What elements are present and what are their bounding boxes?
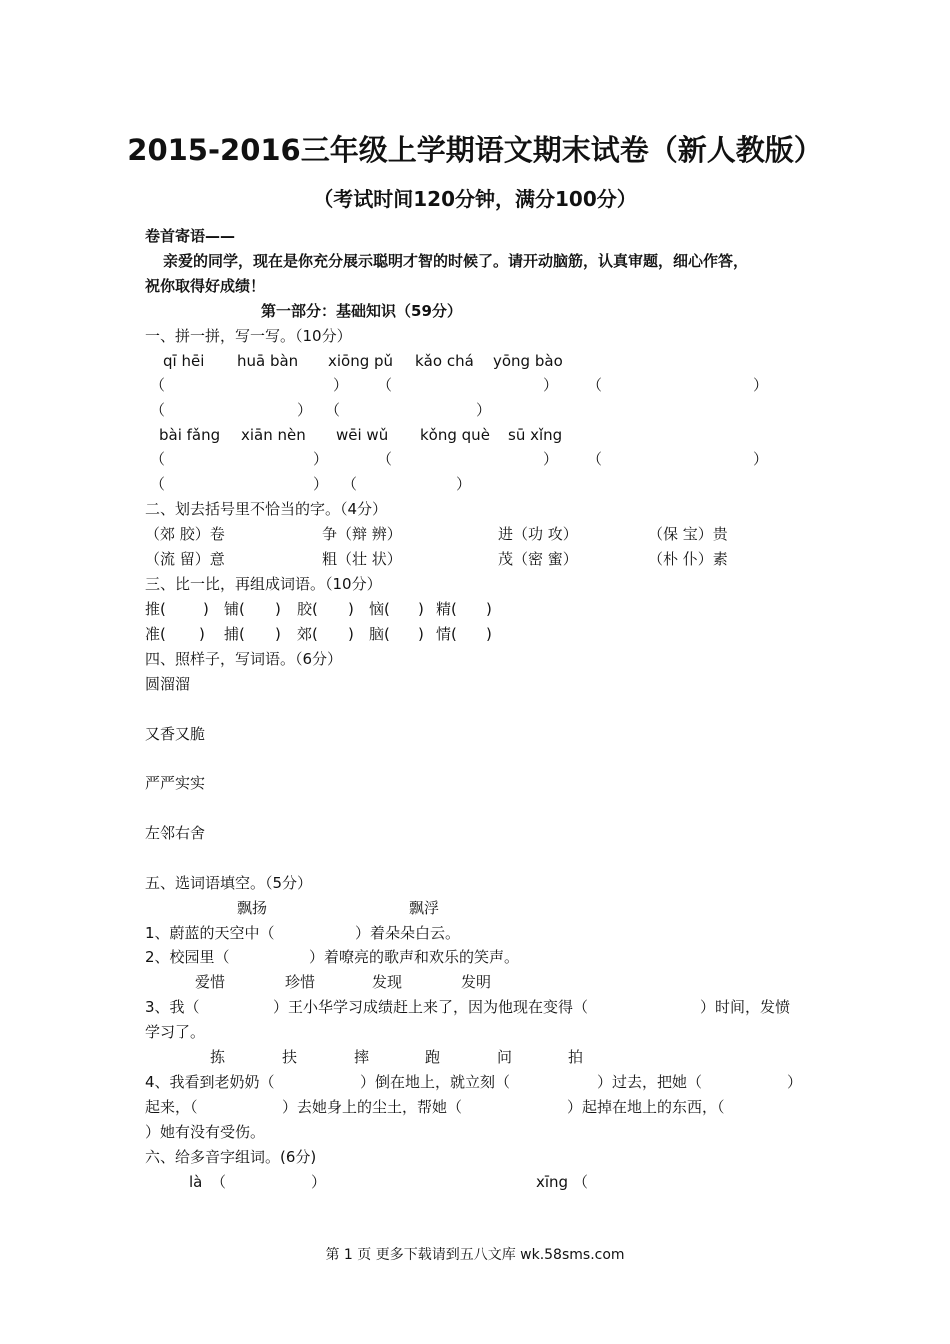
q5-sentence: ）着朵朵白云。 — [355, 924, 461, 942]
q4-example: 圆溜溜 — [145, 675, 191, 693]
word-option: 飘浮 — [409, 899, 440, 917]
answer-blank-open: （ — [150, 376, 166, 394]
answer-blank-close: ） — [476, 401, 492, 419]
pinyin: huā bàn — [237, 352, 299, 370]
q5-sentence: ）起掉在地上的东西，（ — [567, 1098, 725, 1116]
q4-example: 左邻右舍 — [145, 824, 206, 842]
q3-close: ) — [275, 600, 281, 618]
answer-blank-close: ） — [456, 475, 472, 493]
q5-sentence: 起来，（ — [145, 1098, 198, 1116]
q3-close: ) — [486, 600, 492, 618]
q4-heading: 四、照样子，写词语。（6分） — [145, 650, 343, 668]
q2-item: 争（辩 辨） — [322, 525, 402, 543]
word-option: 发明 — [461, 973, 492, 991]
q3-close: ) — [348, 600, 354, 618]
answer-blank-open: （ — [587, 450, 603, 468]
q5-sentence: ）去她身上的尘土，帮她（ — [282, 1098, 463, 1116]
pinyin: xiōng pǔ — [328, 352, 394, 370]
page-footer: 第 1 页 更多下载请到五八文库 wk.58sms.com — [325, 1247, 625, 1263]
q1-heading: 一、拼一拼，写一写。（10分） — [145, 327, 352, 345]
word-option: 拣 — [210, 1048, 226, 1066]
answer-blank-close: ） — [543, 450, 559, 468]
q5-sentence: ）她有没有受伤。 — [145, 1123, 266, 1141]
q5-sentence: 学习了。 — [145, 1023, 206, 1041]
q5-sentence: 2、校园里（ — [145, 948, 230, 966]
q5-sentence: 1、蔚蓝的天空中（ — [145, 924, 275, 942]
q5-sentence: ）倒在地上，就立刻（ — [360, 1073, 511, 1091]
q3-char: 铺( — [224, 600, 245, 618]
answer-blank-close: ） — [311, 1173, 327, 1191]
q3-char: 精( — [436, 600, 457, 618]
pinyin: bài fǎng — [159, 426, 221, 444]
q3-char: 推( — [145, 600, 166, 618]
answer-blank-open: （ — [377, 376, 393, 394]
q3-close: ) — [418, 625, 424, 643]
q3-close: ) — [486, 625, 492, 643]
q2-item: （保 宝）贵 — [648, 525, 728, 543]
pinyin: sū xǐng — [508, 426, 563, 444]
q3-char: 准( — [145, 625, 166, 643]
word-option: 问 — [497, 1048, 513, 1066]
preface-heading: 卷首寄语—— — [145, 227, 236, 245]
q3-char: 脑( — [369, 625, 390, 643]
q3-close: ) — [203, 600, 209, 618]
q5-sentence: 3、我（ — [145, 998, 200, 1016]
q2-heading: 二、划去括号里不恰当的字。（4分） — [145, 500, 388, 518]
answer-blank-close: ） — [333, 376, 349, 394]
page-title: 2015-2016三年级上学期语文期末试卷（新人教版） — [127, 133, 823, 167]
q5-sentence: ）王小华学习成绩赶上来了，因为他现在变得（ — [273, 998, 589, 1016]
q3-char: 胶( — [297, 600, 318, 618]
pinyin: xiān nèn — [241, 426, 306, 444]
q2-item: （流 留）意 — [145, 550, 225, 568]
answer-blank-open: （ — [325, 401, 341, 419]
q3-char: 情( — [436, 625, 457, 643]
q4-example: 又香又脆 — [145, 725, 206, 743]
q5-sentence: 4、我看到老奶奶（ — [145, 1073, 275, 1091]
pinyin: qī hēi — [163, 352, 205, 370]
preface-line: 亲爱的同学，现在是你充分展示聪明才智的时候了。请开动脑筋，认真审题，细心作答， — [163, 252, 749, 270]
word-option: 飘扬 — [237, 899, 268, 917]
answer-blank-close: ） — [313, 450, 329, 468]
q5-sentence: ） — [787, 1073, 803, 1091]
word-option: 扶 — [282, 1048, 298, 1066]
word-option: 跑 — [425, 1048, 441, 1066]
page-subtitle: （考试时间120分钟，满分100分） — [313, 187, 637, 211]
answer-blank-open: （ — [587, 376, 603, 394]
q5-sentence: ）过去，把她（ — [597, 1073, 703, 1091]
answer-blank-open: （ — [150, 475, 166, 493]
answer-blank-close: ） — [297, 401, 313, 419]
word-option: 珍惜 — [285, 973, 316, 991]
q2-item: （郊 胶）卷 — [145, 525, 225, 543]
pinyin: kǎo chá — [415, 352, 474, 370]
q3-close: ) — [275, 625, 281, 643]
q3-close: ) — [348, 625, 354, 643]
q4-example: 严严实实 — [145, 774, 206, 792]
answer-blank-open: （ — [377, 450, 393, 468]
pinyin: wēi wǔ — [336, 426, 389, 444]
q3-close: ) — [199, 625, 205, 643]
q3-char: 郊( — [297, 625, 318, 643]
q5-heading: 五、选词语填空。（5分） — [145, 874, 313, 892]
q5-sentence: ）时间，发愤 — [700, 998, 791, 1016]
pinyin: kǒng què — [420, 426, 490, 444]
q2-item: 粗（壮 状） — [322, 550, 402, 568]
q5-sentence: ）着嘹亮的歌声和欢乐的笑声。 — [309, 948, 520, 966]
q3-heading: 三、比一比，再组成词语。（10分） — [145, 575, 382, 593]
pinyin: yōng bào — [493, 352, 563, 370]
answer-blank-open: （ — [573, 1173, 589, 1191]
answer-blank-open: （ — [150, 401, 166, 419]
polyphone-pinyin: là — [189, 1173, 203, 1191]
q6-heading: 六、给多音字组词。(6分) — [145, 1148, 317, 1166]
answer-blank-close: ） — [753, 376, 769, 394]
word-option: 拍 — [568, 1048, 584, 1066]
answer-blank-close: ） — [543, 376, 559, 394]
word-option: 摔 — [354, 1048, 370, 1066]
answer-blank-open: （ — [342, 475, 358, 493]
q2-item: （朴 仆）素 — [648, 550, 728, 568]
answer-blank-close: ） — [313, 475, 329, 493]
polyphone-pinyin: xīng — [536, 1173, 569, 1191]
q3-char: 恼( — [369, 600, 390, 618]
word-option: 发现 — [372, 973, 403, 991]
q2-item: 进（功 攻） — [498, 525, 578, 543]
answer-blank-open: （ — [211, 1173, 227, 1191]
word-option: 爱惜 — [195, 973, 226, 991]
q3-close: ) — [418, 600, 424, 618]
answer-blank-close: ） — [753, 450, 769, 468]
preface-line: 祝你取得好成绩！ — [145, 277, 266, 295]
q3-char: 捕( — [224, 625, 245, 643]
answer-blank-open: （ — [150, 450, 166, 468]
q2-item: 茂（密 蜜） — [498, 550, 578, 568]
part1-heading: 第一部分：基础知识（59分） — [261, 302, 462, 320]
